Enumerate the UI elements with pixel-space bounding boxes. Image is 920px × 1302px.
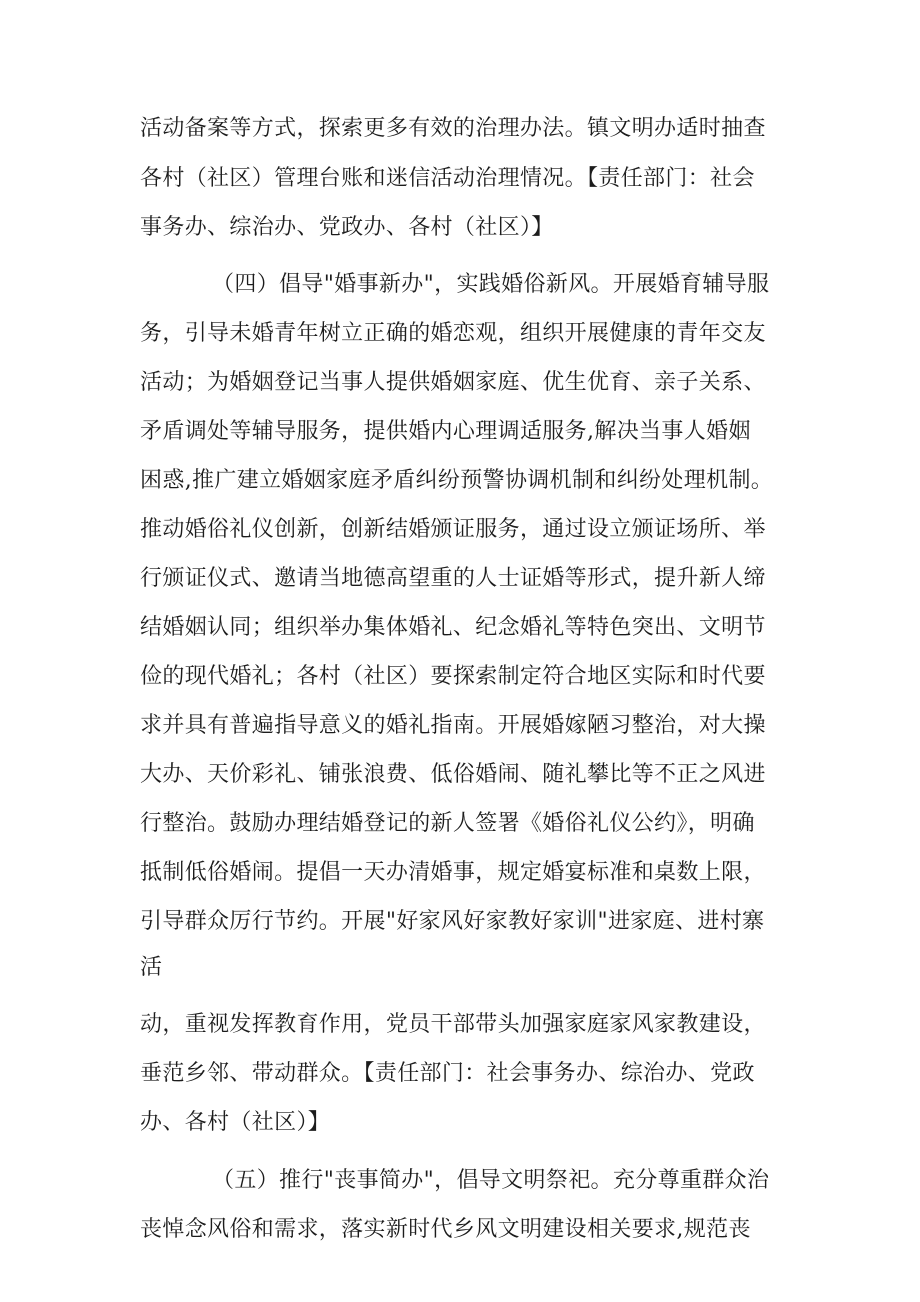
text-line: 大办、天价彩礼、铺张浪费、低俗婚闹、随礼攀比等不正之风进 [140,762,766,787]
text-line: 动，重视发挥教育作用，党员干部带头加强家庭家风家教建设， [140,1012,766,1037]
text-line: 事务办、综治办、党政办、各村（社区）】 [140,215,554,240]
text-line: 活动备案等方式，探索更多有效的治理办法。镇文明办适时抽查 [140,116,766,141]
text-line: 行整治。鼓励办理结婚登记的新人签署《婚俗礼仪公约》，明确 [140,811,755,836]
text-line: 结婚姻认同；组织举办集体婚礼、纪念婚礼等特色突出、文明节 [140,615,766,640]
text-line: 俭的现代婚礼；各村（社区）要探索制定符合地区实际和时代要 [140,664,766,689]
text-line: 困惑,推广建立婚姻家庭矛盾纠纷预警协调机制和纠纷处理机制。 [140,468,774,493]
text-line: 引导群众厉行节约。开展"好家风好家教好家训"进家庭、进村寨 [140,909,765,934]
text-line: 推动婚俗礼仪创新，创新结婚颁证服务，通过设立颁证场所、举 [140,517,766,542]
text-line: 办、各村（社区）】 [140,1110,331,1135]
text-line: 各村（社区）管理台账和迷信活动治理情况。【责任部门：社会 [140,166,755,191]
paragraph-heading-4: （四）倡导"婚事新办"，实践婚俗新风。开展婚育辅导服 [212,272,770,297]
text-line: 垂范乡邻、带动群众。【责任部门：社会事务办、综治办、党政 [140,1061,755,1086]
text-line: 活 [140,955,163,980]
text-line: 活动；为婚姻登记当事人提供婚姻家庭、优生优育、亲子关系、 [140,370,766,395]
text-line: 求并具有普遍指导意义的婚礼指南。开展婚嫁陋习整治，对大操 [140,713,766,738]
text-line: 丧悼念风俗和需求，落实新时代乡风文明建设相关要求,规范丧 [140,1217,751,1242]
paragraph-heading-5: （五）推行"丧事简办"，倡导文明祭祀。充分尊重群众治 [212,1168,770,1193]
text-line: 行颁证仪式、邀请当地德高望重的人士证婚等形式，提升新人缔 [140,566,766,591]
text-line: 矛盾调处等辅导服务，提供婚内心理调适服务,解决当事人婚姻 [140,419,751,444]
text-line: 抵制低俗婚闹。提倡一天办清婚事，规定婚宴标准和桌数上限， [140,860,766,885]
text-line: 务，引导未婚青年树立正确的婚恋观，组织开展健康的青年交友 [140,321,766,346]
